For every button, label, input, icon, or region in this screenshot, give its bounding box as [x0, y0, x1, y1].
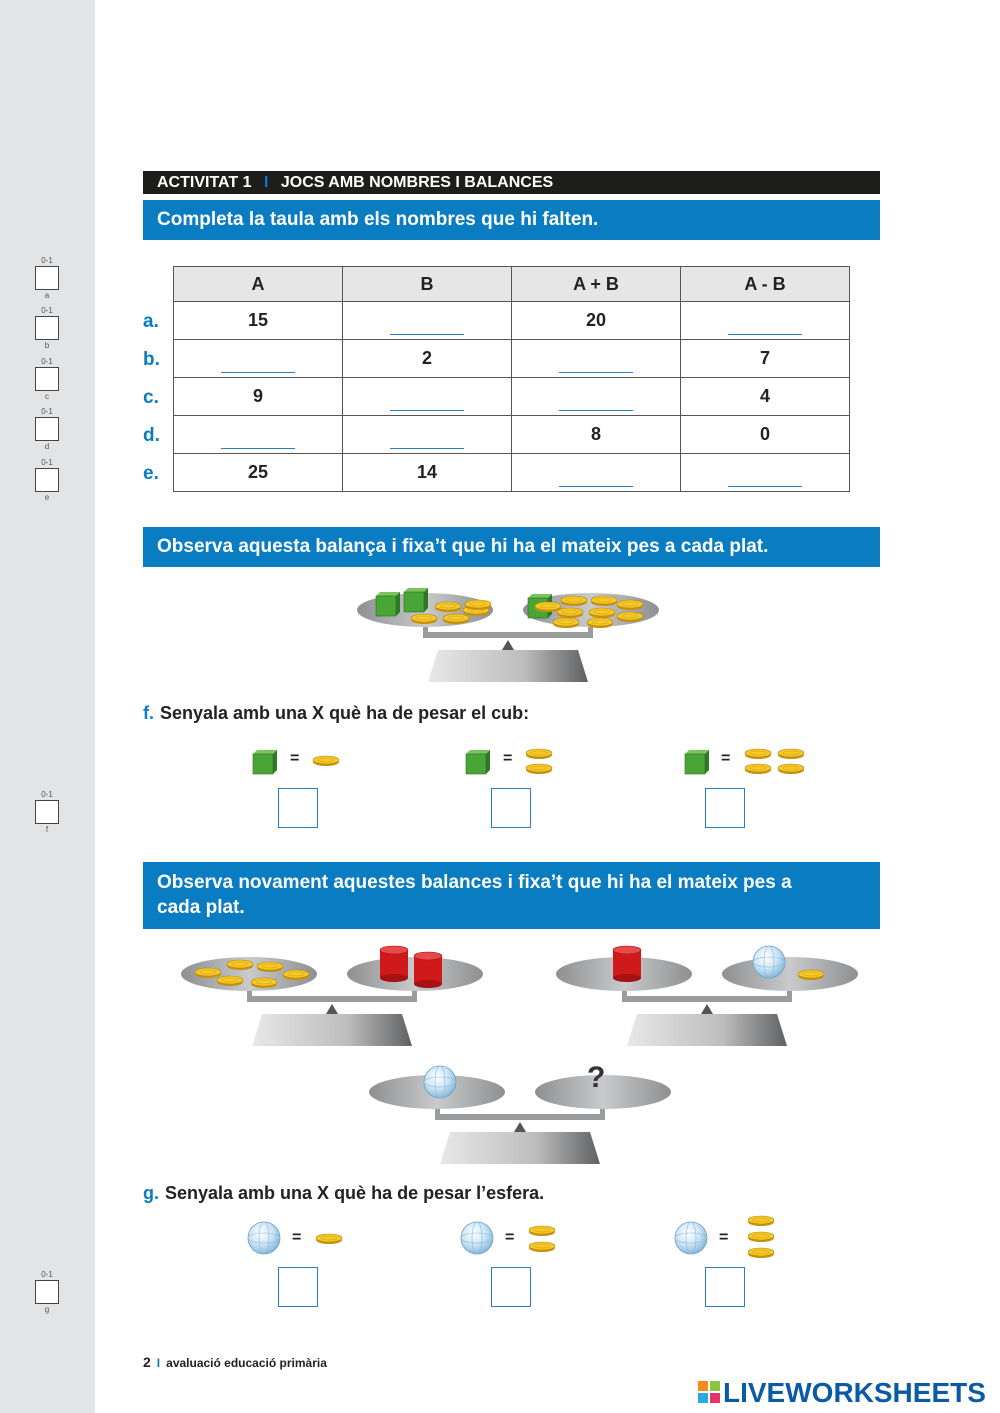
question-letter: g.: [143, 1183, 159, 1203]
question-text: Senyala amb una X què ha de pesar el cub:: [160, 703, 530, 723]
answer-cell[interactable]: [512, 340, 681, 378]
score-box[interactable]: [35, 316, 59, 340]
question-letter: f.: [143, 703, 154, 723]
answer-blank[interactable]: [559, 468, 633, 487]
question-f: [143, 703, 529, 724]
answer-box-g2[interactable]: [491, 1267, 531, 1307]
score-g: 0-1 g: [30, 1270, 64, 1314]
score-f: 0-1 f: [30, 790, 64, 834]
score-b: 0-1 b: [30, 306, 64, 350]
instruction-balance: Observa aquesta balança i fixa’t que hi ha el mateix pes a cada plat.: [143, 527, 880, 567]
row-label-b: b.: [143, 349, 160, 370]
answer-cell[interactable]: [681, 302, 850, 340]
equals-sign: =: [505, 1229, 515, 1246]
table-cell: 4: [681, 378, 850, 416]
col-header-a: A: [174, 267, 343, 302]
answer-blank[interactable]: [728, 468, 802, 487]
equals-sign: =: [719, 1229, 729, 1246]
question-g: [143, 1183, 544, 1204]
cube-icon-option-3: [685, 745, 810, 779]
answer-cell[interactable]: [512, 454, 681, 492]
score-box[interactable]: [35, 417, 59, 441]
equals-sign: =: [292, 1229, 302, 1246]
table-cell: 9: [174, 378, 343, 416]
col-header-sum: A + B: [512, 267, 681, 302]
col-header-diff: A - B: [681, 267, 850, 302]
answer-cell[interactable]: [343, 302, 512, 340]
table-cell: 8: [512, 416, 681, 454]
answer-blank[interactable]: [221, 430, 295, 449]
numbers-table: [173, 266, 850, 492]
instruction-table: Completa la taula amb els nombres que hi falten.: [143, 200, 880, 240]
col-header-b: B: [343, 267, 512, 302]
score-box[interactable]: [35, 468, 59, 492]
score-c: 0-1 c: [30, 357, 64, 401]
question-mark: ?: [587, 1061, 606, 1094]
activity-header: [143, 171, 880, 194]
row-label-c: c.: [143, 387, 159, 408]
row-label-a: a.: [143, 311, 159, 332]
answer-cell[interactable]: [681, 454, 850, 492]
score-box[interactable]: [35, 367, 59, 391]
table-cell: 20: [512, 302, 681, 340]
answer-box-g3[interactable]: [705, 1267, 745, 1307]
answer-blank[interactable]: [221, 354, 295, 373]
row-label-d: d.: [143, 425, 160, 446]
answer-blank[interactable]: [390, 430, 464, 449]
liveworksheets-logo-icon: [698, 1381, 720, 1403]
table-cell: 14: [343, 454, 512, 492]
answer-box-f2[interactable]: [491, 788, 531, 828]
table-row: [174, 340, 850, 378]
equals-sign: =: [503, 750, 513, 767]
answer-cell[interactable]: [343, 378, 512, 416]
answer-blank[interactable]: [390, 392, 464, 411]
balance-illustration-2: [332, 944, 333, 945]
scoring-sidebar: [0, 0, 95, 1413]
table-row: [174, 454, 850, 492]
score-box[interactable]: [35, 266, 59, 290]
page-number: 2: [143, 1354, 151, 1370]
score-box[interactable]: [35, 1280, 59, 1304]
row-label-e: e.: [143, 463, 159, 484]
answer-box-f1[interactable]: [278, 788, 318, 828]
table-header-row: [174, 267, 850, 302]
page-footer: [143, 1354, 327, 1370]
table-cell: 15: [174, 302, 343, 340]
score-box[interactable]: [35, 800, 59, 824]
answer-blank[interactable]: [559, 354, 633, 373]
table-cell: 7: [681, 340, 850, 378]
table-row: [174, 302, 850, 340]
table-cell: 0: [681, 416, 850, 454]
table-row: [174, 416, 850, 454]
answer-cell[interactable]: [174, 340, 343, 378]
instruction-line: cada plat.: [157, 897, 245, 918]
footer-separator: I: [156, 1356, 161, 1370]
sphere-icon-option-3: [674, 1212, 784, 1262]
score-d: 0-1 d: [30, 407, 64, 451]
liveworksheets-brand: LIVEWORKSHEETS: [723, 1377, 986, 1408]
answer-cell[interactable]: [343, 416, 512, 454]
instruction-line: Observa novament aquestes balances i fixa’t que hi ha el mateix pes a: [157, 872, 792, 893]
equals-sign: =: [290, 750, 300, 767]
table-cell: 2: [343, 340, 512, 378]
balance-illustration-1: [508, 580, 509, 581]
score-a: 0-1 a: [30, 256, 64, 300]
balance-illustration-4: [520, 1062, 521, 1063]
answer-cell[interactable]: [512, 378, 681, 416]
equals-sign: =: [721, 750, 731, 767]
answer-blank[interactable]: [390, 316, 464, 335]
header-separator: I: [263, 174, 269, 191]
score-e: 0-1 e: [30, 458, 64, 502]
answer-blank[interactable]: [559, 392, 633, 411]
footer-text: avaluació educació primària: [166, 1356, 327, 1370]
instruction-balances: [143, 862, 880, 929]
table-cell: 25: [174, 454, 343, 492]
answer-box-f3[interactable]: [705, 788, 745, 828]
balance-illustration-3: [707, 944, 708, 945]
activity-title: JOCS AMB NOMBRES I BALANCES: [280, 174, 554, 191]
answer-box-g1[interactable]: [278, 1267, 318, 1307]
table-row: [174, 378, 850, 416]
answer-blank[interactable]: [728, 316, 802, 335]
question-text: Senyala amb una X què ha de pesar l’esfera.: [165, 1183, 545, 1203]
activity-number: ACTIVITAT 1: [157, 174, 252, 191]
answer-cell[interactable]: [174, 416, 343, 454]
